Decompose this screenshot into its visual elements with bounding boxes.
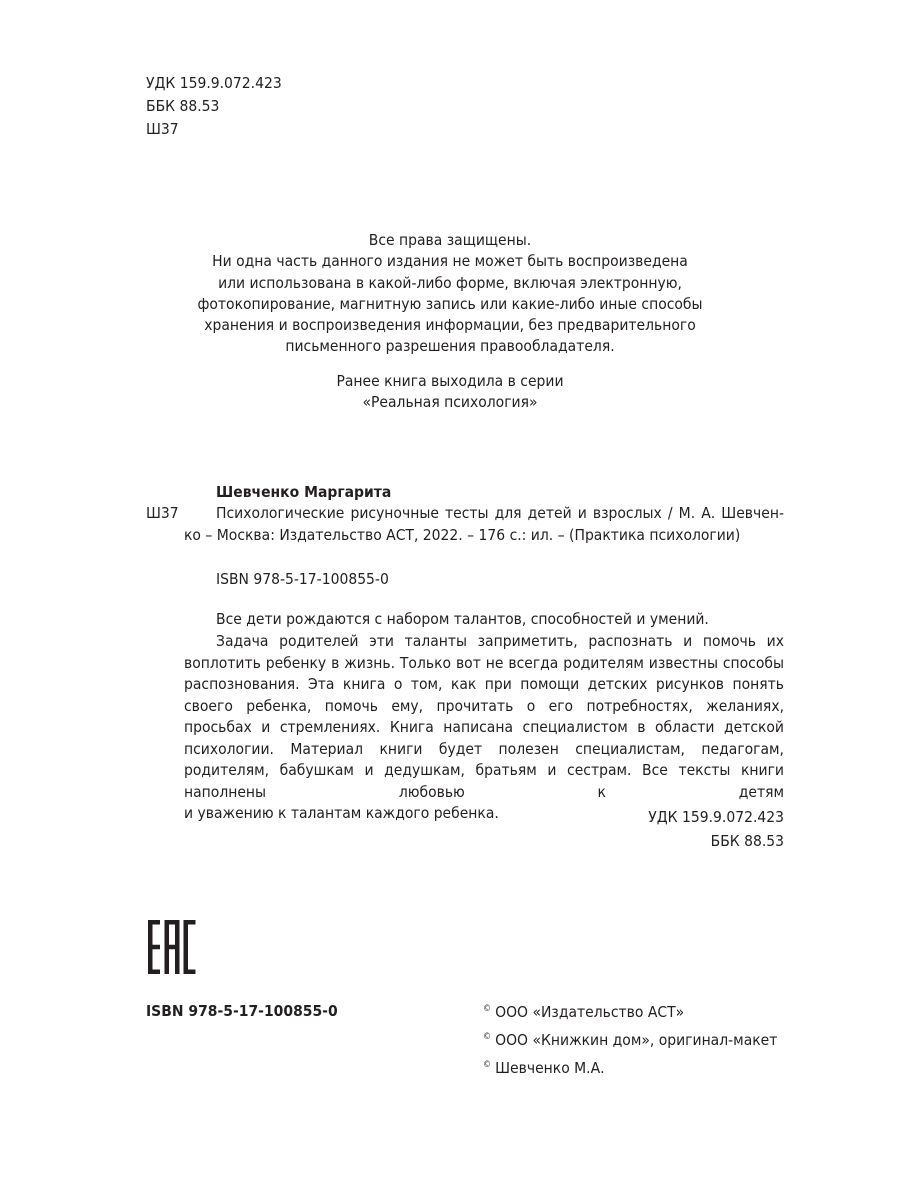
annotation-first-paragraph: Все дети рождаются с набором талантов, способностей и умений. — [216, 610, 709, 628]
rights-line: Ни одна часть данного издания не может быть воспроизведена — [212, 252, 688, 271]
author-mark: Ш37 — [146, 120, 179, 138]
udk-code: УДК 159.9.072.423 — [648, 808, 784, 826]
catalog-description-line1: Психологические рисуночные тесты для детей и взрослых / М. А. Шевчен- — [216, 504, 784, 522]
series-note — [0, 371, 900, 414]
copyright-symbol: © — [483, 1004, 492, 1014]
eac-certification-mark — [148, 920, 196, 978]
rights-line: или использована в какой-либо форме, включая электронную, — [218, 273, 682, 292]
catalog-description-line2: ко – Москва: Издательство АСТ, 2022. – 176 с.: ил. – (Практика психологии) — [184, 526, 741, 544]
annotation — [184, 631, 784, 825]
catalog-isbn: ISBN 978-5-17-100855-0 — [216, 570, 389, 588]
annotation-paragraph-body: воплотить ребенку в жизнь. Только вот не всегда родителям известны способы распознования. Эта книга о том, как при помощи детских рисунков понять своего ребенка, помочь ему, прочитать о его потребностях, желаниях, просьбах и стремлениях. Книга написана специалистом в области детской психологии. Материал книги будет полезен специалистам, педагогам, родителям, бабушкам и дедушкам, братьям и сестрам. Все тексты книги наполнены любовью к детям — [184, 653, 784, 801]
eac-mark-icon — [148, 920, 196, 974]
annotation-paragraph-end: и уважению к талантам каждого ребенка. — [184, 804, 499, 822]
top-classification-codes — [146, 72, 282, 141]
copyright-line: © ООО «Издательство АСТ» — [483, 1003, 685, 1021]
eac-mark-text — [196, 920, 197, 921]
bbk-code: ББК 88.53 — [710, 832, 784, 850]
copyright-line: © Шевченко М.А. — [483, 1059, 605, 1077]
series-note-line: «Реальная психология» — [362, 393, 538, 412]
footer-isbn: ISBN 978-5-17-100855-0 — [146, 1002, 338, 1020]
series-note-line: Ранее книга выходила в серии — [336, 372, 564, 390]
copyright-line: © ООО «Книжкин дом», оригинал-макет — [483, 1031, 778, 1049]
catalog-mark: Ш37 — [146, 504, 179, 522]
bbk-code: ББК 88.53 — [146, 97, 220, 115]
rights-line: хранения и воспроизведения информации, без предварительного — [204, 316, 696, 335]
copyright-symbol: © — [483, 1032, 492, 1042]
bottom-classification-codes — [648, 805, 784, 853]
udk-code: УДК 159.9.072.423 — [146, 74, 282, 92]
catalog-author: Шевченко Маргарита — [216, 483, 392, 501]
annotation-paragraph-start: Задача родителей эти таланты заприметить, распознать и помочь их — [216, 632, 784, 650]
rights-line: письменного разрешения правообладателя. — [285, 337, 615, 356]
copyright-list — [483, 997, 777, 1081]
rights-line: фотокопирование, магнитную запись или какие-либо иные способы — [197, 294, 703, 313]
rights-notice — [0, 230, 900, 358]
copyright-symbol: © — [483, 1060, 492, 1070]
rights-line: Все права защищены. — [368, 231, 532, 249]
